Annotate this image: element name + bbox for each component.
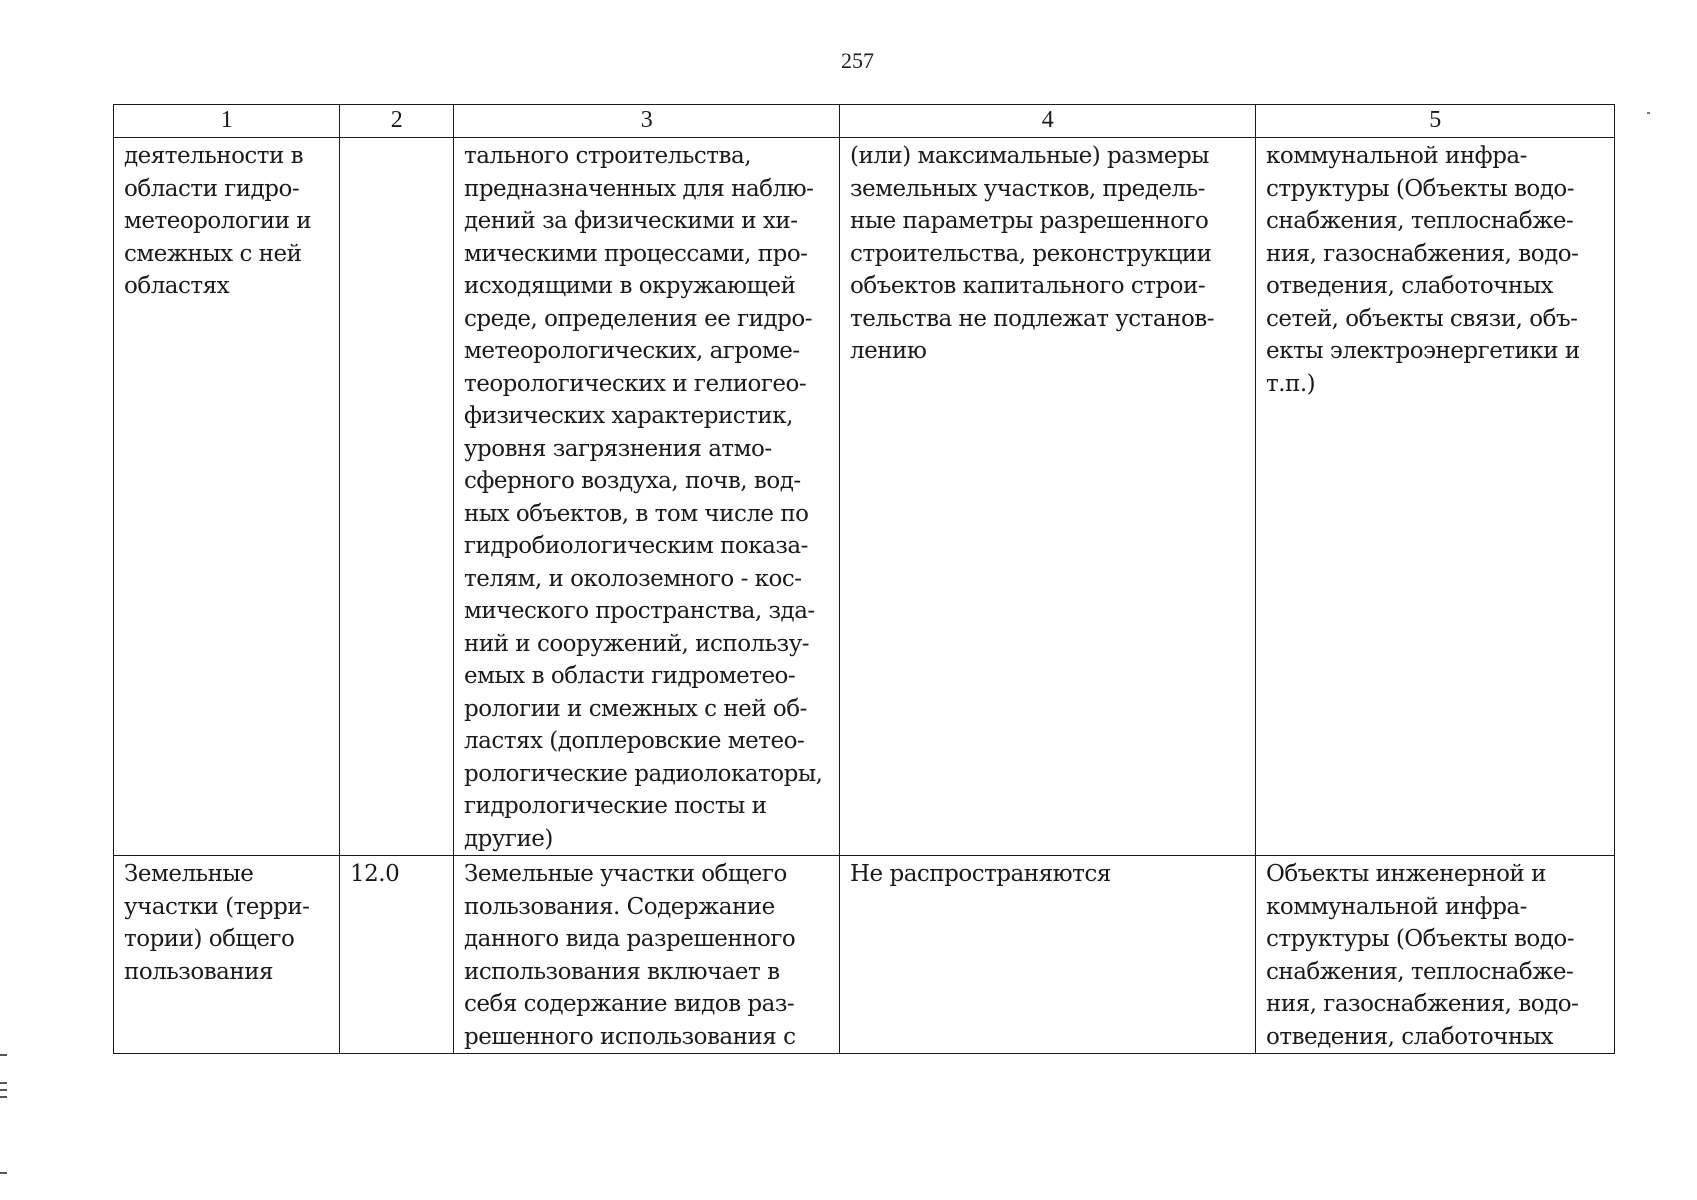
cell-text-line: Земельные xyxy=(124,861,254,887)
cell-text-line: областях xyxy=(124,273,230,299)
cell-text-line: ний и сооружений, использу- xyxy=(464,630,810,657)
cell-text-line: смежных с ней xyxy=(124,240,302,267)
cell-text-line: ных объектов, в том числе по xyxy=(464,500,809,527)
cell-text-line: екты электроэнергетики и xyxy=(1266,338,1580,364)
cell-text-line: данного вида разрешенного xyxy=(464,926,796,952)
land-use-table xyxy=(113,104,1615,1054)
cell-text-line: деятельности в xyxy=(124,143,304,169)
cell-text-line: структуры (Объекты водо- xyxy=(1266,175,1575,202)
cell-text-line: среде, определения ее гидро- xyxy=(464,305,813,332)
cell-text-line: рологические радиолокаторы, xyxy=(464,760,823,787)
cell-text-line: емых в области гидрометео- xyxy=(464,663,796,689)
margin-mark xyxy=(0,1089,7,1091)
cell-text-line: предназначенных для наблю- xyxy=(464,175,814,202)
cell-text-line: решенного использования с xyxy=(464,1023,796,1050)
cell-text-line: тального строительства, xyxy=(464,143,752,169)
margin-mark xyxy=(0,1096,7,1098)
cell-text-line: метеорологических, агроме- xyxy=(464,338,800,364)
cell-text-line: Объекты инженерной и xyxy=(1266,861,1546,887)
cell-text-line: (или) максимальные) размеры xyxy=(850,143,1209,169)
cell-text-line: Земельные участки общего xyxy=(464,861,787,887)
cell-text-line: теорологических и гелиогео- xyxy=(464,370,807,397)
cell-text-line: использования включает в xyxy=(464,958,780,985)
header-row xyxy=(114,105,1615,138)
column-header: 5 xyxy=(1256,105,1615,138)
cell-text-line: структуры (Объекты водо- xyxy=(1266,926,1575,952)
cell-text-line: земельных участков, предель- xyxy=(850,175,1205,202)
cell-text-line: объектов капитального строи- xyxy=(850,273,1206,299)
cell-text-line: снабжения, теплоснабже- xyxy=(1266,208,1574,234)
cell-text-line: коммунальной инфра- xyxy=(1266,893,1527,920)
cell-text-line: 12.0 xyxy=(350,861,400,887)
table-row xyxy=(114,856,1615,1054)
margin-mark xyxy=(0,1082,7,1084)
margin-mark xyxy=(0,1172,7,1174)
cell-text-line: отведения, слаботочных xyxy=(1266,1023,1553,1050)
cell-text-line: лению xyxy=(850,338,927,364)
land-use-code-cell xyxy=(340,856,454,1054)
cell-text-line: коммунальной инфра- xyxy=(1266,143,1527,169)
cell-text-line: ластях (доплеровские метео- xyxy=(464,728,805,754)
scan-mark xyxy=(1647,112,1650,114)
cell-text-line: пользования. Содержание xyxy=(464,893,775,920)
cell-text-line: отведения, слаботочных xyxy=(1266,273,1553,299)
cell-text-line: сетей, объекты связи, объ- xyxy=(1266,305,1578,332)
cell-text-line: исходящими в окружающей xyxy=(464,273,796,299)
cell-text-line: т.п.) xyxy=(1266,370,1316,397)
cell-text-line: тории) общего xyxy=(124,926,295,952)
parameters-cell xyxy=(840,138,1256,856)
cell-text-line: мического пространства, зда- xyxy=(464,598,815,624)
cell-text-line: ния, газоснабжения, водо- xyxy=(1266,991,1579,1017)
cell-text-line: пользования xyxy=(124,958,274,985)
cell-text-line: телям, и околоземного - кос- xyxy=(464,565,802,592)
land-use-name-cell xyxy=(114,856,340,1054)
column-header: 2 xyxy=(340,105,454,138)
cell-text-line: Не распространяются xyxy=(850,861,1111,887)
cell-text-line: гидрологические посты и xyxy=(464,793,767,819)
land-use-description-cell xyxy=(454,138,840,856)
parameters-cell xyxy=(840,856,1256,1054)
cell-text-line: ные параметры разрешенного xyxy=(850,208,1209,234)
column-header: 1 xyxy=(114,105,340,138)
cell-text-line: ния, газоснабжения, водо- xyxy=(1266,240,1579,267)
cell-text-line: гидробиологическим показа- xyxy=(464,533,808,559)
table-row xyxy=(114,138,1615,856)
page-number: 257 xyxy=(841,48,874,73)
cell-text-line: области гидро- xyxy=(124,175,300,202)
cell-text-line: физических характеристик, xyxy=(464,403,793,429)
cell-text-line: рологии и смежных с ней об- xyxy=(464,695,807,722)
cell-text-line: себя содержание видов раз- xyxy=(464,991,795,1017)
cell-text-line: уровня загрязнения атмо- xyxy=(464,435,772,462)
land-use-name-cell xyxy=(114,138,340,856)
auxiliary-use-cell xyxy=(1256,138,1615,856)
column-header: 3 xyxy=(454,105,840,138)
cell-text-line: другие) xyxy=(464,825,553,852)
cell-text-line: мическими процессами, про- xyxy=(464,240,808,267)
cell-text-line: дений за физическими и хи- xyxy=(464,208,798,234)
cell-text-line: участки (терри- xyxy=(124,893,310,920)
cell-text-line: снабжения, теплоснабже- xyxy=(1266,958,1574,985)
cell-text-line: строительства, реконструкции xyxy=(850,240,1212,267)
auxiliary-use-cell xyxy=(1256,856,1615,1054)
margin-mark xyxy=(0,1054,7,1056)
land-use-code-cell xyxy=(340,138,454,856)
cell-text-line: сферного воздуха, почв, вод- xyxy=(464,468,801,494)
cell-text-line: метеорологии и xyxy=(124,208,312,234)
land-use-description-cell xyxy=(454,856,840,1054)
column-header: 4 xyxy=(840,105,1256,138)
cell-text-line: тельства не подлежат установ- xyxy=(850,305,1215,332)
